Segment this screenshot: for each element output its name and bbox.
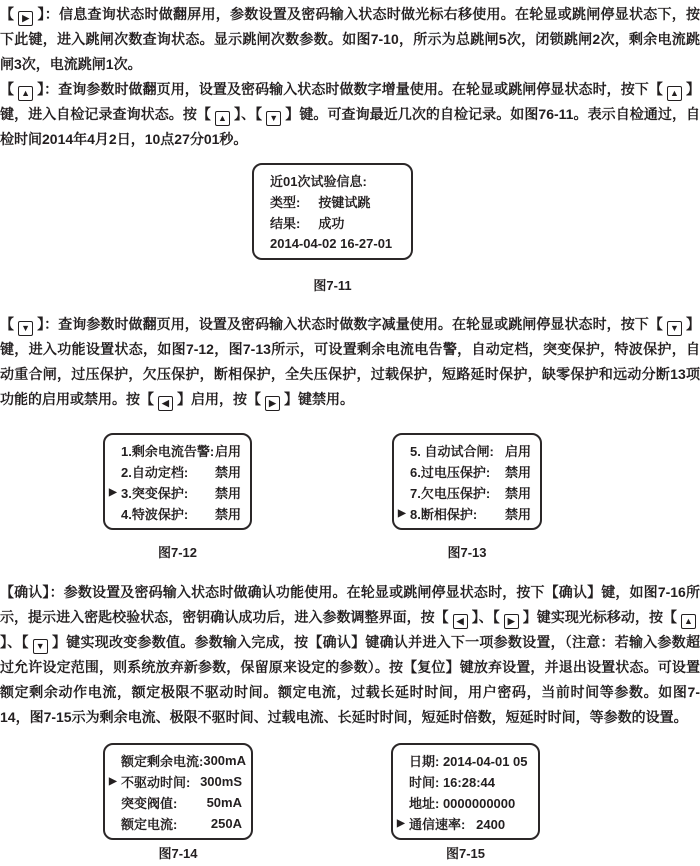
- lcd-row: [109, 461, 241, 482]
- lcd-label: 结果: 成功: [270, 216, 345, 231]
- lcd-value: 禁用: [504, 507, 531, 522]
- cursor-arrow-icon: ▶: [397, 817, 405, 829]
- lcd-label: 不驱动时间:: [121, 775, 191, 790]
- right-arrow-key-icon: ▶: [18, 11, 33, 26]
- confirm-key-description-block: [0, 580, 700, 730]
- text-run: 【: [0, 81, 15, 97]
- lcd-label: 3.突变保护:: [121, 486, 189, 501]
- lcd-label: 6.过电压保护:: [410, 465, 491, 480]
- key-down-description-block: [0, 312, 700, 412]
- text-run: 】键实现改变参数值。参数输入完成，按【确认】键确认并进入下一项参数设置，（注意：若输入参数超过允许设定范围，则系统放弃新参数，保留原来设定的参数）。按【复位】键放弃设置，并退出设置状态。可设置额定剩余动作电流，额定极限不驱动时间。额定电流，过载长延时时间，用户密码，当前时间等参数。如图7-14，图7-15示为剩余电流、极限不驱时间、过载电流、长延时时间，短延时倍数，短延时时间，等参数的设置。: [0, 634, 700, 725]
- text-run: 】、【: [471, 609, 500, 625]
- lcd-row: [398, 503, 531, 524]
- lcd-row: [258, 233, 402, 254]
- figure-caption-7-15: 图7-15: [445, 846, 486, 861]
- lcd-row: [397, 750, 529, 771]
- lcd-value: 50mA: [206, 795, 242, 810]
- keys-description-top: [0, 2, 700, 152]
- text-run: 【: [0, 316, 15, 332]
- lcd-row: [109, 771, 242, 792]
- lcd-row: [398, 461, 531, 482]
- up-arrow-key-icon: ▲: [667, 86, 682, 101]
- figure-caption-7-14: 图7-14: [158, 846, 198, 861]
- text-run: 】键。可查询最近几次的自检记录。如图76-11。表示自检通过，自检时间2014年4月2日，10点27分01秒。: [0, 106, 700, 147]
- figure-caption-7-12: 图7-12: [157, 545, 198, 560]
- right-arrow-key-icon: ▶: [265, 396, 280, 411]
- lcd-value: 300mS: [200, 774, 242, 789]
- up-arrow-key-icon: ▲: [215, 111, 230, 126]
- left-arrow-key-icon: ◀: [453, 614, 468, 629]
- lcd-screen-datetime-params: [391, 743, 540, 840]
- down-arrow-key-icon: ▼: [667, 321, 682, 336]
- lcd-value: 启用: [504, 444, 531, 459]
- lcd-row: [258, 170, 402, 191]
- text-run: 】、【: [233, 106, 263, 122]
- key-right-description: [0, 2, 700, 77]
- right-arrow-key-icon: ▶: [504, 614, 519, 629]
- lcd-row: [258, 212, 402, 233]
- figure-7-13: [392, 433, 542, 561]
- lcd-screen-functions-5-8: [392, 433, 542, 530]
- lcd-row: [109, 750, 246, 771]
- lcd-row: [397, 771, 529, 792]
- figure-caption-7-13: 图7-13: [447, 545, 487, 560]
- figure-7-15: [391, 743, 540, 862]
- lcd-value: 禁用: [214, 507, 241, 522]
- confirm-key-description: [0, 580, 700, 730]
- up-arrow-key-icon: ▲: [681, 614, 696, 629]
- lcd-value: 启用: [214, 444, 241, 459]
- lcd-value: 禁用: [504, 465, 531, 480]
- text-run: 】键，进入功能设置状态，如图7-12，图7-13所示，可设置剩余电流电告警，自动定档，突变保护，特波保护，自动重合闸，过压保护，欠压保护，断相保护，全失压保护，过载保护，短路延时保护，缺零保护和远动分断13项功能的启用或禁用。按【: [0, 316, 700, 407]
- lcd-label: 日期: 2014-04-01 05: [409, 754, 528, 769]
- text-run: 】：查询参数时做翻页用，设置及密码输入状态时做数字减量使用。在轮显或跳闸停显状态时，按下【: [37, 316, 663, 332]
- lcd-screen-current-params: [103, 743, 253, 840]
- lcd-row: [109, 503, 241, 524]
- lcd-screen-test-info: [252, 163, 413, 260]
- lcd-label: 8.断相保护:: [410, 507, 478, 522]
- lcd-label: 5. 自动试合闸:: [410, 444, 494, 459]
- down-arrow-key-icon: ▼: [266, 111, 281, 126]
- lcd-row: [398, 482, 531, 503]
- text-run: 】键实现光标移动，按【: [522, 609, 678, 625]
- lcd-label: 7.欠电压保护:: [410, 486, 491, 501]
- lcd-row: [398, 440, 531, 461]
- lcd-label: 突变阀值:: [121, 796, 178, 811]
- text-run: 】启用，按【: [177, 391, 261, 407]
- lcd-label: 4.特波保护:: [121, 507, 189, 522]
- text-run: 】、【: [0, 634, 29, 650]
- left-arrow-key-icon: ◀: [158, 396, 173, 411]
- up-arrow-key-icon: ▲: [18, 86, 33, 101]
- text-run: 】：查询参数时做翻页用，设置及密码输入状态时做数字增量使用。在轮显或跳闸停显状态时，按下【: [37, 81, 663, 97]
- figure-caption-7-11: 图7-11: [313, 278, 352, 293]
- lcd-label: 额定剩余电流:: [121, 754, 204, 769]
- text-run: 【: [0, 6, 15, 22]
- lcd-label: 地址: 0000000000: [409, 796, 516, 811]
- down-arrow-key-icon: ▼: [18, 321, 33, 336]
- lcd-value: 禁用: [214, 465, 241, 480]
- text-run: 】键禁用。: [284, 391, 354, 407]
- lcd-value: 禁用: [504, 486, 531, 501]
- lcd-label: 通信速率: 2400: [409, 817, 506, 832]
- lcd-row: [397, 792, 529, 813]
- lcd-label: 2014-04-02 16-27-01: [270, 236, 393, 251]
- lcd-label: 2.自动定档:: [121, 465, 189, 480]
- cursor-arrow-icon: ▶: [109, 486, 117, 498]
- lcd-label: 1.剩余电流告警:: [121, 444, 215, 459]
- text-run: 【确认】：参数设置及密码输入状态时做确认功能使用。在轮显或跳闸停显状态时，按下【确认】键，如图7-16所示，提示进入密匙校验状态，密钥确认成功后，进入参数调整界面，按【: [0, 584, 700, 625]
- cursor-arrow-icon: ▶: [398, 507, 406, 519]
- lcd-row: [397, 813, 529, 834]
- lcd-row: [109, 813, 242, 834]
- text-run: 】键，进入自检记录查询状态。按【: [0, 81, 700, 122]
- lcd-value: 300mA: [203, 753, 246, 768]
- figure-7-11: [252, 163, 413, 294]
- cursor-arrow-icon: ▶: [109, 775, 117, 787]
- text-run: 】：信息查询状态时做翻屏用，参数设置及密码输入状态时做光标右移使用。在轮显或跳闸停显状态下，按下此键，进入跳闸次数查询状态。显示跳闸次数参数。如图7-10，所示为总跳闸5次，闭锁跳闸2次，剩余电流跳闸3次，电流跳闸1次。: [0, 6, 700, 72]
- key-up-description: [0, 77, 700, 152]
- lcd-value: 250A: [210, 816, 242, 831]
- lcd-label: 额定电流:: [121, 817, 178, 832]
- lcd-row: [109, 440, 241, 461]
- lcd-row: [109, 792, 242, 813]
- lcd-row: [109, 482, 241, 503]
- lcd-label: 近01次试验信息:: [270, 174, 367, 189]
- figure-7-14: [103, 743, 253, 862]
- lcd-value: 禁用: [214, 486, 241, 501]
- lcd-row: [258, 191, 402, 212]
- lcd-label: 类型: 按键试跳: [270, 195, 371, 210]
- lcd-label: 时间: 16:28:44: [409, 775, 495, 790]
- key-down-description: [0, 312, 700, 412]
- lcd-screen-functions-1-4: [103, 433, 252, 530]
- figure-7-12: [103, 433, 252, 561]
- down-arrow-key-icon: ▼: [33, 639, 48, 654]
